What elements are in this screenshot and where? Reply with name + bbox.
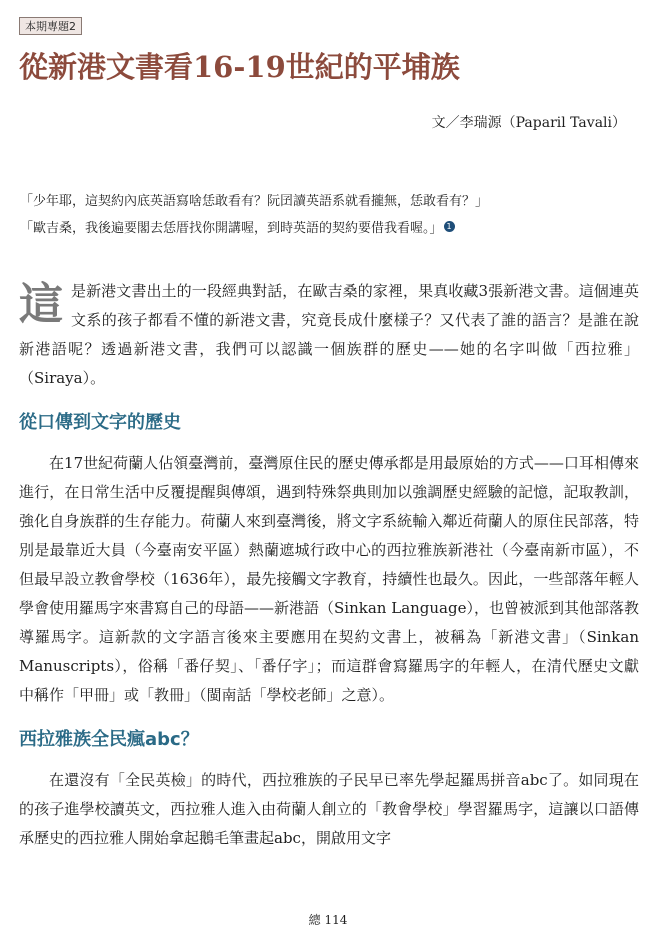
epigraph [20,188,640,242]
section-heading-oral-to-written: 從口傳到文字的歷史 [19,412,181,433]
page-number: 總 114 [308,913,348,927]
author-byline: 文／李瑞源（Paparil Tavali） [431,115,626,131]
section-heading-siraya-abc: 西拉雅族全民瘋abc？ [19,729,199,750]
epigraph-line-text: 「歐吉桑，我後遍要閣去恁厝找你開講喔，到時英語的契約要借我看喔。」 [20,221,443,236]
intro-text: 是新港文書出土的一段經典對話，在歐吉桑的家裡，果真收藏3張新港文書。這個連英文系的孩子都看不懂的新港文書，究竟長成什麼樣子？又代表了誰的語言？是誰在說新港語呢？透過新港文書，我們可以認識一個族群的歷史——她的名字叫做「西拉雅」（Siraya）。 [19,282,639,387]
intro-paragraph [19,277,639,393]
article-title: 從新港文書看16-19世紀的平埔族 [19,50,460,84]
section-paragraph: 在還沒有「全民英檢」的時代，西拉雅族的子民早已率先學起羅馬拼音abc了。如同現在的孩子進學校讀英文，西拉雅人進入由荷蘭人創立的「教會學校」學習羅馬字，這讓以口語傳承歷史的西拉雅人開始拿起鵝毛筆畫起abc，開啟用文字 [19,771,639,847]
section-paragraph: 在17世紀荷蘭人佔領臺灣前，臺灣原住民的歷史傳承都是用最原始的方式——口耳相傳來進行，在日常生活中反覆提醒與傳頌，遇到特殊祭典則加以強調歷史經驗的記憶，記取教訓，強化自身族群的生存能力。荷蘭人來到臺灣後，將文字系統輸入鄰近荷蘭人的原住民部落，特別是最靠近大員（今臺南安平區）熱蘭遮城行政中心的西拉雅族新港社（今臺南新市區），不但最早設立教會學校（1636年），最先接觸文字教育，持續性也最久。因此，一些部落年輕人學會使用羅馬字來書寫自己的母語——新港語（Sinkan Language），也曾被派到其他部落教導羅馬字。這新款的文字語言後來主要應用在契約文書上，被稱為「新港文書」（Sinkan Manuscripts），俗稱「番仔契」、「番仔字」；而這群會寫羅馬字的年輕人，在清代歷史文獻中稱作「甲冊」或「教冊」（閩南話「學校老師」之意）。 [19,454,639,704]
drop-cap: 這 [19,279,63,330]
epigraph-line [20,215,640,242]
article-body [19,277,639,853]
series-tag: 本期專題2 [19,17,82,35]
epigraph-line: 「少年耶，這契約內底英語寫啥恁敢看有？阮囝讀英語系就看攏無，恁敢看有？」 [20,194,489,209]
footnote-marker[interactable]: 1 [444,221,455,232]
